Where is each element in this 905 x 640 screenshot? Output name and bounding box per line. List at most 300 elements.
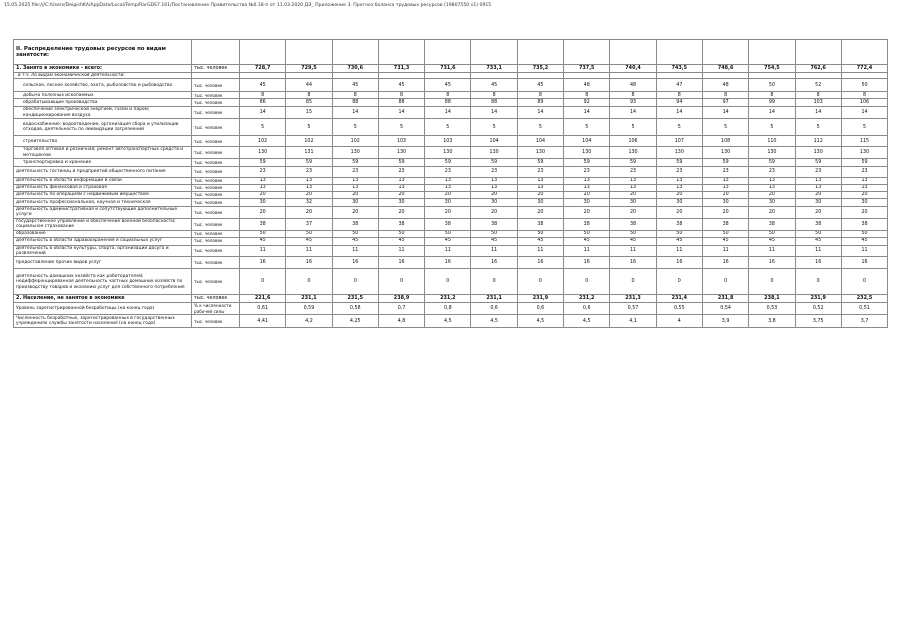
row-unit: тыс. человек [192,192,240,199]
value-cell: 16 [332,257,378,269]
value-cell: 106 [841,99,887,107]
value-cell: 4,8 [378,315,424,328]
table-row [14,99,888,107]
value-cell: 23 [517,167,563,178]
value-cell: 11 [286,245,332,257]
value-cell: 733,1 [471,65,517,73]
value-cell: 11 [841,245,887,257]
value-cell: 30 [749,199,795,207]
value-cell: 102 [240,136,286,147]
row-label: 1. Занято в экономике - всего: [14,65,192,73]
value-cell: 104 [471,136,517,147]
value-cell: 30 [795,199,841,207]
value-cell: 59 [378,159,424,167]
row-label: добыча полезных ископаемых [14,92,192,99]
table-row [14,207,888,219]
value-cell: 97 [702,99,748,107]
value-cell: 20 [795,207,841,219]
table-row [14,185,888,192]
value-cell: 8 [841,92,887,99]
value-cell: 37 [286,218,332,230]
value-cell: 110 [749,136,795,147]
value-cell: 45 [378,79,424,92]
value-cell: 50 [702,230,748,237]
value-cell: 130 [656,147,702,159]
table-title-row [14,40,888,65]
table-row [14,167,888,178]
value-cell: 0 [656,269,702,295]
value-cell: 59 [749,159,795,167]
value-cell: 221,6 [240,295,286,303]
value-cell: 0 [471,269,517,295]
value-cell: 15 [286,107,332,119]
value-cell: 86 [240,99,286,107]
row-unit: тыс. человек [192,237,240,245]
value-cell: 20 [656,192,702,199]
value-cell: 45 [332,79,378,92]
value-cell: 4 [656,315,702,328]
value-cell: 23 [656,167,702,178]
value-cell: 50 [425,230,471,237]
value-cell: 16 [471,257,517,269]
value-cell: 14 [378,107,424,119]
value-cell: 16 [517,257,563,269]
value-cell: 14 [240,107,286,119]
value-cell: 11 [517,245,563,257]
value-cell: 748,6 [702,65,748,73]
value-cell: 104 [564,136,610,147]
row-label: деятельность гостиниц и предприятий общественного питания [14,167,192,178]
value-cell: 47 [656,79,702,92]
value-cell: 8 [332,92,378,99]
value-cell: 59 [610,159,656,167]
value-cell: 13 [610,178,656,185]
value-cell: 16 [656,257,702,269]
row-unit: тыс. человек [192,159,240,167]
value-cell: 103 [425,136,471,147]
row-unit: тыс. человек [192,136,240,147]
value-cell: 30 [517,199,563,207]
row-label: государственное управление и обеспечение военной безопасности; социальное страхование [14,218,192,230]
value-cell: 32 [286,199,332,207]
value-cell: 11 [378,245,424,257]
value-cell: 231,3 [610,295,656,303]
value-cell: 59 [286,159,332,167]
value-cell: 16 [702,257,748,269]
value-cell: 11 [240,245,286,257]
value-cell: 59 [702,159,748,167]
value-cell: 5 [841,119,887,136]
print-header-line: 15.05.2025 file:///C:/Users/DeigishKA/AppData/Local/Temp/RarGDS7.161/Постановление Правительства №0.18-п от 11.03.2020 ДЭ_ Приложение 3. Прогноз баланса трудовых ресурсов (19807550 v1) 0915 [4,3,492,8]
value-cell: 0,54 [702,303,748,315]
value-cell: 20 [286,207,332,219]
value-cell: 88 [471,99,517,107]
value-cell: 59 [425,159,471,167]
value-cell: 16 [378,257,424,269]
value-cell: 11 [749,245,795,257]
value-cell: 4,5 [564,315,610,328]
value-cell: 115 [841,136,887,147]
value-cell: 20 [517,192,563,199]
row-unit: тыс. человек [192,295,240,303]
value-cell: 23 [749,167,795,178]
row-label: сельское, лесное хозяйство, охота, рыболовство и рыбоводство [14,79,192,92]
value-cell: 0 [240,269,286,295]
table-row [14,295,888,303]
labor-balance-table [13,39,888,328]
value-cell: 59 [471,159,517,167]
value-cell: 762,6 [795,65,841,73]
row-label: 2. Население, не занятое в экономике [14,295,192,303]
row-unit: тыс. человек [192,185,240,192]
value-cell: 0 [286,269,332,295]
value-cell: 38 [517,218,563,230]
value-cell: 11 [610,245,656,257]
table-row [14,92,888,99]
value-cell: 20 [564,192,610,199]
value-cell: 23 [425,167,471,178]
value-cell: 13 [332,178,378,185]
table-row [14,199,888,207]
value-cell: 45 [286,237,332,245]
value-cell: 38 [702,218,748,230]
value-cell: 5 [564,119,610,136]
value-cell: 0 [332,269,378,295]
row-label: деятельность по операциям с недвижимым имуществом [14,192,192,199]
value-cell: 4,5 [517,315,563,328]
value-cell: 20 [795,192,841,199]
value-cell: 38 [332,218,378,230]
table-row [14,79,888,92]
table-row [14,107,888,119]
value-cell: 13 [517,178,563,185]
value-cell: 50 [749,79,795,92]
value-cell: 103 [795,99,841,107]
value-cell: 231,1 [471,295,517,303]
table-row [14,303,888,315]
value-cell: 102 [332,136,378,147]
row-unit: тыс. человек [192,92,240,99]
value-cell: 45 [564,237,610,245]
value-cell: 3,7 [841,315,887,328]
value-cell: 3,9 [702,315,748,328]
row-unit: тыс. человек [192,199,240,207]
value-cell: 23 [702,167,748,178]
value-cell: 731,6 [425,65,471,73]
value-cell: 13 [378,178,424,185]
value-cell: 130 [471,147,517,159]
value-cell: 5 [610,119,656,136]
value-cell: 20 [240,192,286,199]
value-cell: 23 [564,167,610,178]
value-cell: 130 [240,147,286,159]
value-cell: 13 [749,178,795,185]
value-cell: 130 [425,147,471,159]
value-cell: 13 [702,185,748,192]
value-cell: 5 [425,119,471,136]
value-cell: 38 [656,218,702,230]
value-cell: 59 [656,159,702,167]
value-cell: 30 [564,199,610,207]
value-cell: 48 [702,79,748,92]
value-cell: 130 [564,147,610,159]
value-cell: 23 [332,167,378,178]
row-unit: тыс. человек [192,99,240,107]
row-label: торговля оптовая и розничная; ремонт автотранспортных средств и мотоциклов [14,147,192,159]
value-cell: 130 [795,147,841,159]
value-cell: 20 [332,207,378,219]
value-cell: 0 [517,269,563,295]
value-cell: 11 [471,245,517,257]
value-cell: 23 [240,167,286,178]
value-cell: 0 [564,269,610,295]
value-cell: 730,6 [332,65,378,73]
value-cell: 45 [471,237,517,245]
value-cell: 20 [564,207,610,219]
value-cell: 8 [749,92,795,99]
value-cell: 13 [841,185,887,192]
value-cell: 8 [610,92,656,99]
value-cell: 130 [517,147,563,159]
row-label: обеспечение электрической энергией, газом и паром; кондиционирование воздуха [14,107,192,119]
value-cell: 8 [564,92,610,99]
value-cell: 5 [702,119,748,136]
row-unit: тыс. человек [192,315,240,328]
value-cell: 13 [795,185,841,192]
value-cell: 50 [240,230,286,237]
value-cell: 44 [286,79,332,92]
value-cell: 92 [564,99,610,107]
value-cell: 14 [332,107,378,119]
value-cell: 14 [517,107,563,119]
value-cell: 20 [702,207,748,219]
value-cell: 45 [656,237,702,245]
row-unit: тыс. человек [192,218,240,230]
value-cell: 14 [564,107,610,119]
value-cell: 16 [425,257,471,269]
value-cell: 0,58 [332,303,378,315]
value-cell: 45 [841,237,887,245]
value-cell: 23 [841,167,887,178]
value-cell: 0 [425,269,471,295]
value-cell: 103 [378,136,424,147]
value-cell: 38 [841,218,887,230]
value-cell: 4,5 [471,315,517,328]
value-cell: 13 [332,185,378,192]
value-cell: 743,5 [656,65,702,73]
value-cell: 13 [471,185,517,192]
value-cell: 8 [471,92,517,99]
value-cell: 59 [564,159,610,167]
value-cell: 50 [610,230,656,237]
value-cell: 30 [471,199,517,207]
value-cell: 38 [749,218,795,230]
row-unit: тыс. человек [192,178,240,185]
value-cell: 0 [378,269,424,295]
value-cell: 14 [610,107,656,119]
value-cell: 14 [425,107,471,119]
row-label: в т.ч. по видам экономической деятельности: [14,73,192,79]
value-cell: 45 [517,237,563,245]
value-cell: 231,2 [564,295,610,303]
value-cell: 231,2 [425,295,471,303]
value-cell: 50 [286,230,332,237]
value-cell: 729,5 [286,65,332,73]
value-cell: 104 [517,136,563,147]
value-cell: 5 [378,119,424,136]
value-cell: 8 [286,92,332,99]
value-cell: 23 [471,167,517,178]
value-cell: 13 [656,178,702,185]
table-row [14,237,888,245]
value-cell: 231,1 [286,295,332,303]
value-cell: 0,53 [749,303,795,315]
value-cell: 0 [749,269,795,295]
row-unit: тыс. человек [192,207,240,219]
value-cell: 50 [332,230,378,237]
value-cell: 0 [795,269,841,295]
value-cell: 93 [610,99,656,107]
value-cell: 231,8 [702,295,748,303]
table-row [14,147,888,159]
value-cell: 38 [795,218,841,230]
value-cell: 20 [378,192,424,199]
value-cell: 45 [517,79,563,92]
value-cell: 108 [702,136,748,147]
value-cell: 14 [471,107,517,119]
value-cell: 238,1 [749,295,795,303]
value-cell: 231,9 [517,295,563,303]
value-cell: 85 [286,99,332,107]
table-row [14,136,888,147]
value-cell: 772,4 [841,65,887,73]
value-cell: 4,5 [425,315,471,328]
value-cell: 30 [425,199,471,207]
row-label: деятельность домашних хозяйств как работодателей; недифференцированная деятельность частных домашних хозяйств по производству товаров и оказанию услуг для собственного потребления [14,269,192,295]
value-cell: 4,2 [286,315,332,328]
value-cell: 48 [610,79,656,92]
value-cell: 130 [841,147,887,159]
value-cell: 232,5 [841,295,887,303]
value-cell: 5 [286,119,332,136]
value-cell: 13 [471,178,517,185]
value-cell: 94 [656,99,702,107]
value-cell: 88 [332,99,378,107]
value-cell: 99 [749,99,795,107]
row-label: деятельность профессиональная, научная и техническая [14,199,192,207]
value-cell: 59 [841,159,887,167]
value-cell: 50 [841,79,887,92]
row-label: Уровень зарегистрированной безработицы (на конец года) [14,303,192,315]
value-cell: 59 [240,159,286,167]
value-cell: 0,51 [841,303,887,315]
value-cell: 754,5 [749,65,795,73]
value-cell: 38 [425,218,471,230]
value-cell: 5 [471,119,517,136]
value-cell: 45 [795,237,841,245]
value-cell: 45 [332,237,378,245]
row-unit: тыс. человек [192,147,240,159]
value-cell: 38 [471,218,517,230]
value-cell: 13 [749,185,795,192]
row-unit: тыс. человек [192,107,240,119]
value-cell: 13 [795,178,841,185]
value-cell: 13 [425,178,471,185]
value-cell: 5 [656,119,702,136]
value-cell: 20 [517,207,563,219]
value-cell: 20 [240,207,286,219]
value-cell: 231,9 [795,295,841,303]
table-row [14,159,888,167]
value-cell: 88 [378,99,424,107]
value-cell: 5 [749,119,795,136]
value-cell: 50 [471,230,517,237]
value-cell: 0 [841,269,887,295]
value-cell: 238,9 [378,295,424,303]
value-cell: 13 [841,178,887,185]
table-title: II. Распределение трудовых ресурсов по видам занятости: [14,40,192,65]
value-cell: 11 [425,245,471,257]
value-cell: 89 [517,99,563,107]
value-cell: 20 [656,207,702,219]
value-cell: 3,8 [749,315,795,328]
value-cell: 23 [286,167,332,178]
value-cell: 13 [610,185,656,192]
value-cell: 5 [332,119,378,136]
value-cell: 130 [610,147,656,159]
value-cell: 11 [795,245,841,257]
value-cell: 52 [795,79,841,92]
value-cell: 45 [471,79,517,92]
value-cell: 20 [749,207,795,219]
table-row [14,257,888,269]
value-cell: 16 [240,257,286,269]
value-cell: 106 [610,136,656,147]
value-cell: 45 [425,237,471,245]
value-cell: 45 [749,237,795,245]
value-cell: 45 [702,237,748,245]
row-unit: тыс. человек [192,230,240,237]
row-label: водоснабжение; водоотведение, организация сбора и утилизации отходов, деятельность по ликвидации загрязнений [14,119,192,136]
value-cell: 0,55 [656,303,702,315]
value-cell: 13 [378,185,424,192]
value-cell: 16 [286,257,332,269]
value-cell: 231,4 [656,295,702,303]
value-cell: 14 [795,107,841,119]
value-cell: 30 [240,199,286,207]
value-cell: 8 [425,92,471,99]
value-cell: 50 [841,230,887,237]
value-cell: 30 [610,199,656,207]
value-cell: 231,5 [332,295,378,303]
value-cell: 0,6 [564,303,610,315]
value-cell: 20 [610,207,656,219]
value-cell: 20 [471,207,517,219]
row-label: образование [14,230,192,237]
value-cell: 8 [240,92,286,99]
value-cell: 0,7 [378,303,424,315]
value-cell: 13 [564,185,610,192]
row-unit: тыс. человек [192,65,240,73]
value-cell: 20 [425,207,471,219]
value-cell: 16 [749,257,795,269]
value-cell: 130 [702,147,748,159]
value-cell: 48 [564,79,610,92]
value-cell: 130 [749,147,795,159]
value-cell: 11 [702,245,748,257]
row-label: деятельность в области культуры, спорта, организации досуга и развлечений [14,245,192,257]
row-label: предоставление прочих видов услуг [14,257,192,269]
